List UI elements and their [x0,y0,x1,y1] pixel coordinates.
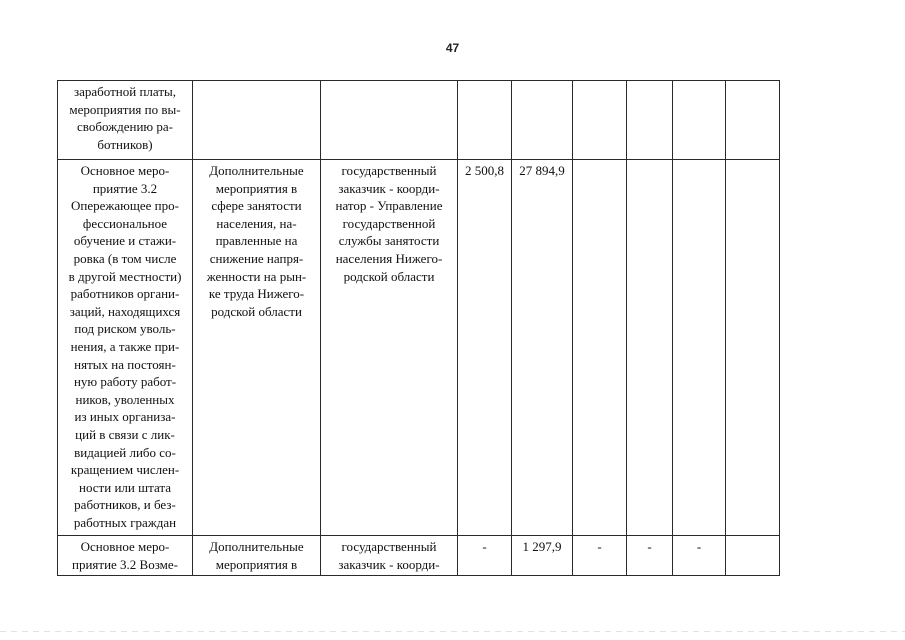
value-cell [726,160,780,536]
activity-name-cell: Основное меро- приятие 3.2 Опережающее про- фессиональное обучение и стажи- ровка (в том числе в другой местности) работников органи- заций, находящихся под риском уволь- нения, а также при- нятых на постоян- ную работу работ- ников, уволенных из иных организа- ций в связи с лик- видацией либо со- кращением числен- ности или штата работников, и без- работных граждан [58,160,193,536]
value-cell: 27 894,9 [512,160,573,536]
value-cell [673,160,726,536]
responsible-party-cell [321,81,458,160]
value-cell [573,160,627,536]
scan-edge-artifact [0,631,905,632]
page-number: 47 [445,41,460,55]
activity-description-cell: Дополнительные мероприятия в [193,536,321,576]
value-cell: 1 297,9 [512,536,573,576]
value-cell: - [673,536,726,576]
value-cell [627,81,673,160]
activity-name-cell: заработной платы, мероприятия по вы- свобождению ра- ботников) [58,81,193,160]
activity-description-cell [193,81,321,160]
value-cell [726,81,780,160]
value-cell [673,81,726,160]
value-cell [726,536,780,576]
value-cell [627,160,673,536]
value-cell [573,81,627,160]
value-cell: 2 500,8 [458,160,512,536]
value-cell: - [458,536,512,576]
table-row [58,536,780,576]
responsible-party-cell: государственный заказчик - коорди- [321,536,458,576]
responsible-party-cell: государственный заказчик - коорди- натор - Управление государственной службы занятости населения Нижего- родской области [321,160,458,536]
value-cell: - [573,536,627,576]
value-cell [512,81,573,160]
value-cell: - [627,536,673,576]
activity-description-cell: Дополнительные мероприятия в сфере занятости населения, на- правленные на снижение напря- женности на рын- ке труда Нижего- родской области [193,160,321,536]
table-row [58,81,780,160]
table-row [58,160,780,536]
activity-name-cell: Основное меро- приятие 3.2 Возме- [58,536,193,576]
funding-table [57,80,780,576]
value-cell [458,81,512,160]
